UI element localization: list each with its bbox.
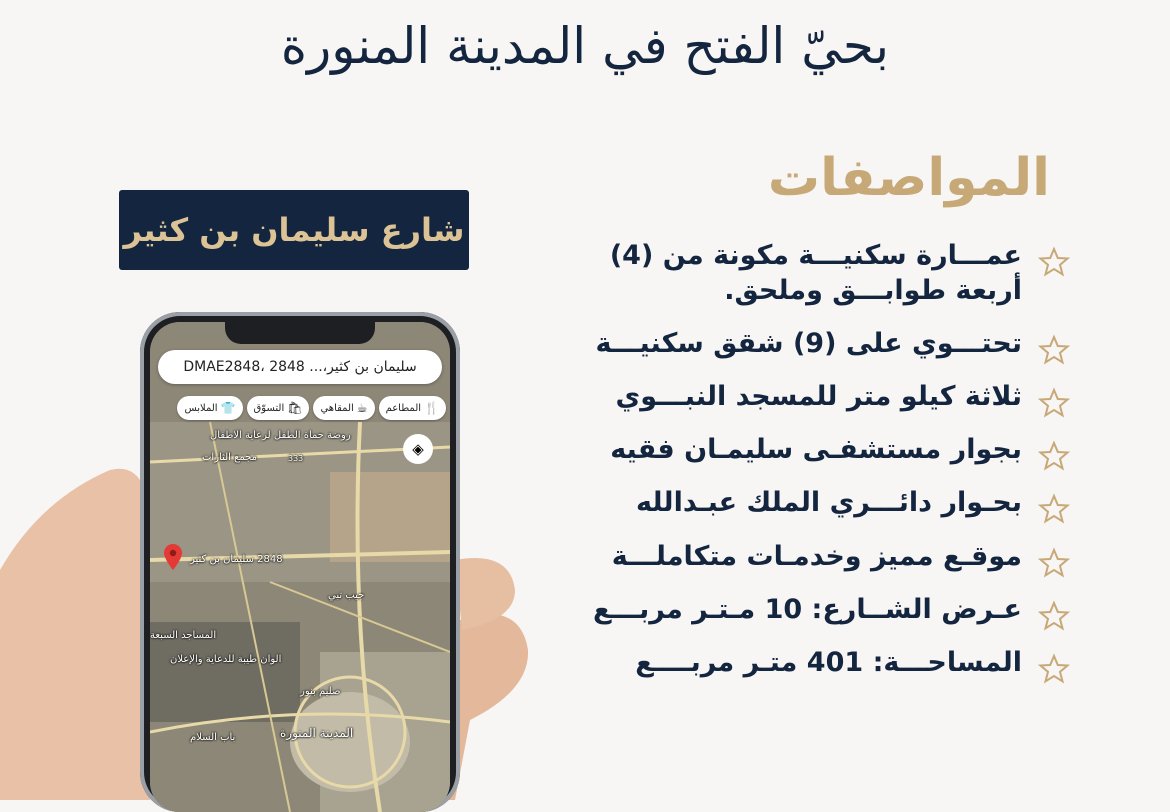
chip-clothing[interactable] [177, 396, 242, 420]
map-screen[interactable] [150, 322, 450, 812]
chip-label: التسوّق [253, 402, 285, 414]
cafe-icon: ☕ [356, 401, 368, 415]
spec-item [550, 379, 1070, 414]
map-label-pin-address: 2848 سليمان بن كثير [190, 554, 283, 565]
map-label-mosque: المساجد السبعة [150, 630, 217, 641]
specs-heading: المواصفات [767, 148, 1050, 208]
chip-label: الملابس [184, 402, 218, 414]
map-label-kindergarten: روضة حماة الطفل لرعاية الاطفال [210, 430, 351, 441]
spec-item [550, 326, 1070, 361]
spec-item [550, 539, 1070, 574]
map-label-road: 333 [288, 454, 304, 463]
star-icon [1038, 440, 1070, 472]
spec-item [550, 485, 1070, 520]
star-icon [1038, 547, 1070, 579]
location-pin-icon[interactable] [164, 544, 182, 570]
spec-item [550, 432, 1070, 467]
star-icon [1038, 600, 1070, 632]
chip-label: المقاهي [320, 402, 354, 414]
map-label-ad: الوان طيبة للدعاية والإعلان [170, 654, 282, 665]
star-icon [1038, 246, 1070, 278]
clothing-icon: 👕 [220, 401, 236, 415]
map-label-jayb: جيب تبي [328, 590, 365, 601]
star-icon [1038, 334, 1070, 366]
map-label-bab: باب السلام [190, 732, 236, 743]
map-label-salim: صليم بنور [300, 686, 341, 697]
spec-text: عـرض الشــارع: 10 مـتـر مربـــع [593, 593, 1022, 625]
map-label-mall: مجمع الثارات [202, 452, 258, 463]
shopping-icon: 🛍 [287, 401, 303, 415]
spec-text: بحـوار دائـــري الملك عبـدالله [636, 487, 1022, 519]
phone-mockup [140, 312, 460, 812]
map-category-chips [154, 396, 446, 420]
star-icon [1038, 387, 1070, 419]
layers-button[interactable] [403, 434, 433, 464]
specs-list [550, 238, 1070, 698]
star-icon [1038, 653, 1070, 685]
layers-icon: ◈ [412, 440, 424, 458]
spec-text: موقـع مميز وخدمـات متكاملـــة [611, 540, 1022, 572]
chip-restaurants[interactable] [379, 396, 446, 420]
page-title: بحيّ الفتح في المدينة المنورة [280, 17, 890, 75]
map-search-text: سليمان بن كثير،... DMAE2848، 2848 [183, 359, 417, 375]
street-label-box [119, 190, 469, 270]
chip-cafes[interactable] [313, 396, 374, 420]
spec-item [550, 238, 1070, 308]
phone-notch [225, 322, 375, 344]
restaurant-icon: 🍴 [424, 401, 439, 415]
spec-item [550, 645, 1070, 680]
spec-text: ثلاثة كيلو متر للمسجد النبـــوي [615, 381, 1022, 413]
star-icon [1038, 493, 1070, 525]
map-search-bar[interactable] [158, 350, 442, 384]
street-label: شارع سليمان بن كثير [123, 211, 465, 249]
chip-label: المطاعم [385, 402, 422, 414]
spec-item [550, 592, 1070, 627]
spec-text: المساحـــة: 401 متـر مربــــع [635, 646, 1022, 678]
spec-text: عمـــارة سكنيـــة مكونة من (4) أربعة طوابـــق وملحق. [609, 240, 1022, 307]
spec-text: بجوار مستشفـى سليمـان فقيه [610, 434, 1022, 466]
spec-text: تحتـــوي على (9) شقق سكنيـــة [595, 328, 1022, 360]
chip-shopping[interactable] [247, 396, 310, 420]
map-label-city: المدينة المنورة [280, 726, 354, 740]
